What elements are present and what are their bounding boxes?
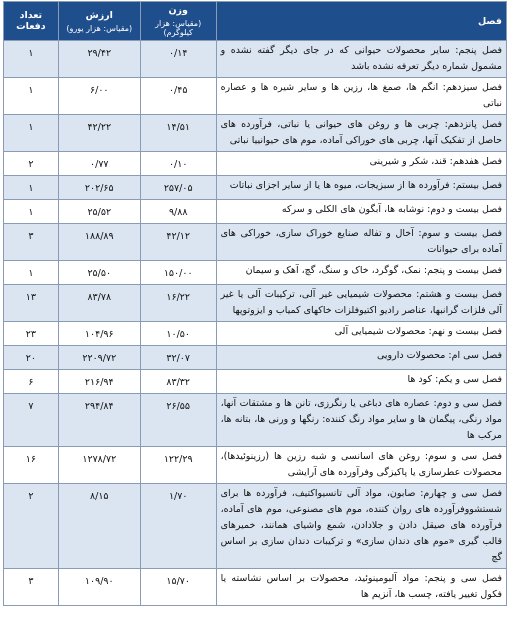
table-row [4, 152, 507, 176]
header-weight: وزن (مقیاس: هزار کیلوگرم) [140, 2, 216, 41]
cell-value: ۱۲۷۸/۷۲ [58, 447, 140, 484]
table-row [4, 41, 507, 78]
cell-chapter: فصل سی و پنجم: مواد آلبومینوئید، محصولات بر اساس نشاسته یا فکول تغییر یافته، چسب ها، آنزیم ها [216, 569, 506, 606]
cell-value: ۱۰۹/۹۰ [58, 569, 140, 606]
cell-weight: ۱۲۲/۲۹ [140, 447, 216, 484]
table-row [4, 322, 507, 346]
cell-value: ۲۹/۴۲ [58, 41, 140, 78]
cell-chapter: فصل سی ام: محصولات دارویی [216, 346, 506, 370]
cell-chapter: فصل سیزدهم: انگم ها، صمغ ها، رزین ها و سایر شیره ها و عصاره نباتی [216, 78, 506, 115]
cell-weight: ۱۴/۵۱ [140, 115, 216, 152]
cell-value: ۰/۷۷ [58, 152, 140, 176]
cell-chapter: فصل هفدهم: قند، شکر و شیرینی [216, 152, 506, 176]
cell-value: ۱۸۸/۸۹ [58, 224, 140, 261]
cell-weight: ۱۵/۷۰ [140, 569, 216, 606]
cell-value: ۲۲۰۹/۷۲ [58, 346, 140, 370]
header-count: تعداد دفعات [4, 2, 59, 41]
table-row [4, 484, 507, 569]
cell-weight: ۱۰/۵۰ [140, 322, 216, 346]
cell-count: ۲۰ [4, 346, 59, 370]
table-row [4, 78, 507, 115]
table-row [4, 261, 507, 285]
cell-chapter: فصل سی و دوم: عصاره های دباغی یا رنگرزی، تانن ها و مشتقات آنها، مواد رنگی، پیگمان ها و سایر مواد رنگ کننده: رنگها و ورنی ها، بتانه ها، مرکب ها [216, 394, 506, 447]
cell-chapter: فصل بیست و هشتم: محصولات شیمیایی غیر آلی، ترکیبات آلی یا غیر آلی فلزات گرانبها، عناصر رادیو اکتیوفلزات خاکهای کمیاب و ایزوتوپها [216, 285, 506, 322]
cell-count: ۶ [4, 370, 59, 394]
cell-value: ۲۱۶/۹۴ [58, 370, 140, 394]
table-row [4, 115, 507, 152]
cell-weight: ۲۶/۵۵ [140, 394, 216, 447]
table-row [4, 176, 507, 200]
cell-chapter: فصل پانزدهم: چربی ها و روغن های حیوانی یا نباتی، فرآورده های حاصل از تفکیک آنها، چربی های خوراکی آماده، موم های حیوانییا نباتی [216, 115, 506, 152]
cell-count: ۱ [4, 261, 59, 285]
cell-value: ۲۵/۵۰ [58, 261, 140, 285]
cell-chapter: فصل بیست و پنجم: نمک، گوگرد، خاک و سنگ، گچ، آهک و سیمان [216, 261, 506, 285]
cell-weight: ۹/۸۸ [140, 200, 216, 224]
header-value-unit: (مقیاس: هزار یورو) [66, 23, 133, 33]
cell-value: ۲۰۲/۶۵ [58, 176, 140, 200]
cell-count: ۱ [4, 41, 59, 78]
table-row [4, 569, 507, 606]
cell-value: ۸/۱۵ [58, 484, 140, 569]
cell-chapter: فصل بیستم: فرآورده ها از سبزیجات، میوه ها یا از سایر اجزای نباتات [216, 176, 506, 200]
cell-chapter: فصل سی و یکم: کود ها [216, 370, 506, 394]
cell-value: ۴۲/۲۲ [58, 115, 140, 152]
cell-weight: ۰/۴۵ [140, 78, 216, 115]
cell-weight: ۸۳/۳۲ [140, 370, 216, 394]
cell-count: ۱۳ [4, 285, 59, 322]
cell-weight: ۱/۷۰ [140, 484, 216, 569]
cell-chapter: فصل بیست و دوم: نوشابه ها، آبگون های الکلی و سرکه [216, 200, 506, 224]
cell-count: ۲۳ [4, 322, 59, 346]
cell-count: ۱۶ [4, 447, 59, 484]
cell-count: ۱ [4, 176, 59, 200]
cell-count: ۷ [4, 394, 59, 447]
chapter-table [3, 1, 507, 606]
table-header-row [4, 2, 507, 41]
header-value: ارزش (مقیاس: هزار یورو) [58, 2, 140, 41]
cell-chapter: فصل بیست و سوم: آخال و تفاله صنایع خوراک سازی، خوراکی های آماده برای حیوانات [216, 224, 506, 261]
cell-weight: ۱۶/۲۲ [140, 285, 216, 322]
chapter-table-container [3, 1, 507, 606]
cell-weight: ۰/۱۰ [140, 152, 216, 176]
header-weight-unit: (مقیاس: هزار کیلوگرم) [155, 19, 202, 37]
cell-weight: ۴۲/۱۲ [140, 224, 216, 261]
cell-count: ۳ [4, 569, 59, 606]
cell-chapter: فصل پنجم: سایر محصولات حیوانی که در جای دیگر گفته نشده و مشمول شماره دیگر تعرفه نشده باشد [216, 41, 506, 78]
cell-weight: ۱۵۰/۰۰ [140, 261, 216, 285]
header-chapter: فصل [216, 2, 506, 41]
table-row [4, 370, 507, 394]
cell-value: ۶/۰۰ [58, 78, 140, 115]
cell-count: ۲ [4, 484, 59, 569]
cell-chapter: فصل بیست و نهم: محصولات شیمیایی آلی [216, 322, 506, 346]
table-row [4, 447, 507, 484]
cell-count: ۱ [4, 200, 59, 224]
cell-weight: ۳۲/۰۷ [140, 346, 216, 370]
table-row [4, 346, 507, 370]
cell-weight: ۰/۱۴ [140, 41, 216, 78]
table-row [4, 285, 507, 322]
cell-count: ۱ [4, 115, 59, 152]
cell-count: ۲ [4, 152, 59, 176]
cell-value: ۸۳/۷۸ [58, 285, 140, 322]
cell-weight: ۲۵۷/۰۵ [140, 176, 216, 200]
cell-count: ۳ [4, 224, 59, 261]
cell-value: ۱۰۴/۹۶ [58, 322, 140, 346]
cell-chapter: فصل سی و چهارم: صابون، مواد آلی تانسیواکتیف، فرآورده ها برای شستشووفرآورده های روان کننده، موم های مصنوعی، موم های آماده، فرآورده های صیقل دادن و جلادادن، شمع واشیای همانند، خمیرهای قالب گیری «موم های دندان سازی» و ترکیبات دندان سازی بر اساس گچ [216, 484, 506, 569]
cell-chapter: فصل سی و سوم: روغن های اسانسی و شبه رزین ها (رزینوئیدها)، محصولات عطرسازی یا پاکیزگی وفرآورده های آرایشی [216, 447, 506, 484]
cell-count: ۱ [4, 78, 59, 115]
cell-value: ۲۵/۵۲ [58, 200, 140, 224]
table-row [4, 200, 507, 224]
table-row [4, 224, 507, 261]
cell-value: ۲۹۴/۸۴ [58, 394, 140, 447]
table-row [4, 394, 507, 447]
